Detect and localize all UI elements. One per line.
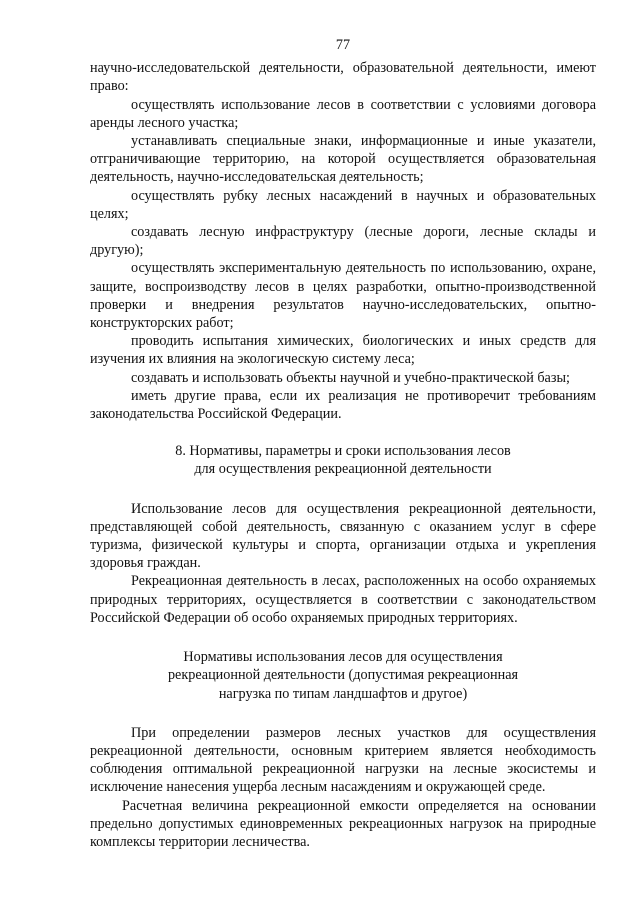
page-number: 77 [335, 37, 351, 53]
list-item-right-1: осуществлять использование лесов в соответствии с условиями договора аренды лесного участка; [90, 96, 596, 131]
subsection-heading-line-2: рекреационной деятельности (допустимая рекреационная [167, 667, 519, 684]
list-item-right-4: создавать лесную инфраструктуру (лесные дороги, лесные склады и другую); [90, 224, 596, 259]
list-item-right-2: устанавливать специальные знаки, информационные и иные указатели, отграничивающие территорию, на которой осуществляется образовательная деятельность, научно-исследовательская деятельность; [90, 133, 596, 186]
section-8-heading [90, 442, 596, 478]
list-item-right-6: проводить испытания химических, биологических и иных средств для изучения их влияния на экологическую систему леса; [90, 333, 596, 368]
subsection-paragraph-2: Расчетная величина рекреационной емкости определяется на основании предельно допустимых единовременных рекреационных нагрузок на природные комплексы территории лесничества. [90, 797, 596, 850]
subsection-paragraph-1: При определении размеров лесных участков для осуществления рекреационной деятельности, основным критерием является необходимость соблюдения оптимальной рекреационной нагрузки на лесные экосистемы и исключение нанесения ущерба лесным насаждениям и окружающей среде. [90, 724, 596, 796]
subsection-heading-line-1: Нормативы использования лесов для осуществления [183, 649, 503, 666]
list-item-right-8: иметь другие права, если их реализация не противоречит требованиям законодательства Российской Федерации. [90, 387, 596, 423]
paragraph-rights-lead: научно-исследовательской деятельности, образовательной деятельности, имеют право: [90, 60, 596, 95]
list-item-right-7: создавать и использовать объекты научной и учебно-практической базы; [131, 369, 570, 386]
section-8-heading-line-2: для осуществления рекреационной деятельности [194, 461, 492, 478]
section-8-paragraph-1: Использование лесов для осуществления рекреационной деятельности, представляющей собой деятельность, связанную с оказанием услуг в сфере туризма, физической культуры и спорта, организации отдыха и укрепления здоровья граждан. [90, 500, 596, 572]
list-item-right-5: осуществлять экспериментальную деятельность по использованию, охране, защите, воспроизводству лесов в целях разработки, опытно-производственной проверки и внедрения результатов научно-исследовательских, опытно-конструкторских работ; [90, 260, 596, 332]
subsection-heading-line-3: нагрузка по типам ландшафтов и другое) [218, 685, 468, 702]
document-page [90, 36, 596, 851]
subsection-heading [90, 648, 596, 703]
section-8-paragraph-2: Рекреационная деятельность в лесах, расположенных на особо охраняемых природных территориях, осуществляется в соответствии с законодательством Российской Федерации об особо охраняемых природных территориях. [90, 573, 596, 626]
section-8-heading-line-1: 8. Нормативы, параметры и сроки использования лесов [175, 443, 511, 460]
list-item-right-3: осуществлять рубку лесных насаждений в научных и образовательных целях; [90, 187, 596, 222]
